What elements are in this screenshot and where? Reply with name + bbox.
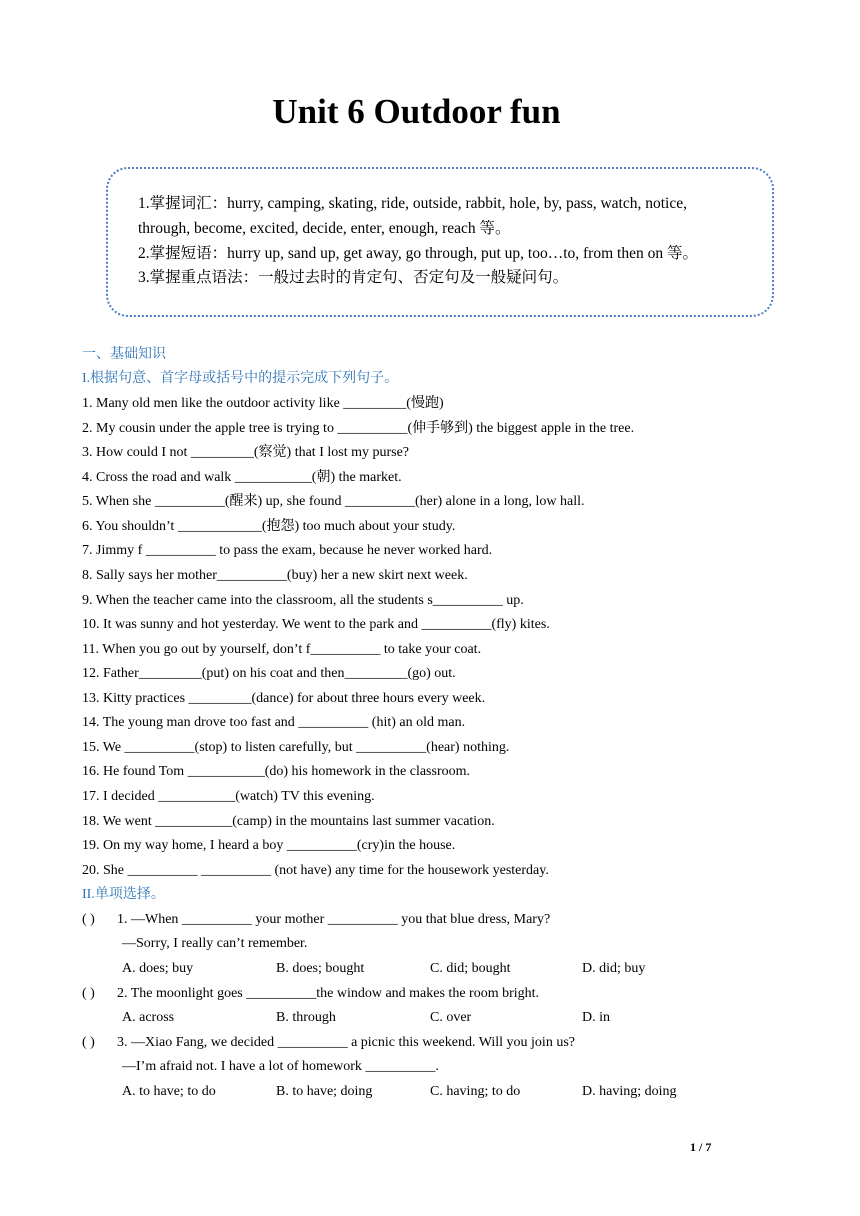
goal-line: 2.掌握短语：hurry up, sand up, get away, go through, put up, too…to, from then on 等。 bbox=[138, 245, 698, 262]
exercise-sentence: 3. How could I not _________(察觉) that I lost my purse? bbox=[82, 445, 410, 460]
exercise-sentence: 15. We __________(stop) to listen carefully, but __________(hear) nothing. bbox=[82, 740, 510, 755]
exercise-sentence: 1. Many old men like the outdoor activity like _________(慢跑) bbox=[82, 396, 444, 411]
exercise-sentence: 9. When the teacher came into the classroom, all the students s__________ up. bbox=[82, 593, 524, 608]
exercise-sentence: 2. My cousin under the apple tree is trying to __________(伸手够到) the biggest apple in the tree. bbox=[82, 421, 635, 436]
exercise-sentence: 11. When you go out by yourself, don’t f__________ to take your coat. bbox=[82, 642, 482, 657]
goal-line: through, become, excited, decide, enter, enough, reach 等。 bbox=[138, 220, 511, 237]
learning-goals-box bbox=[106, 167, 774, 317]
option-d: D. did; buy bbox=[582, 961, 646, 976]
option-a: A. across bbox=[122, 1010, 175, 1025]
exercise-sentence: 17. I decided ___________(watch) TV this evening. bbox=[82, 789, 375, 804]
goal-line: 1.掌握词汇：hurry, camping, skating, ride, outside, rabbit, hole, by, pass, watch, notice, bbox=[138, 195, 687, 212]
document-title: Unit 6 Outdoor fun bbox=[272, 92, 561, 131]
exercise-sentence: 6. You shouldn’t ____________(抱怨) too much about your study. bbox=[82, 519, 456, 534]
exercise-sentence: 16. He found Tom ___________(do) his homework in the classroom. bbox=[82, 764, 470, 779]
option-b: B. does; bought bbox=[276, 961, 365, 976]
part-heading: I.根据句意、首字母或括号中的提示完成下列句子。 bbox=[82, 371, 399, 386]
exercise-sentence: 5. When she __________(醒来) up, she found __________(her) alone in a long, low hall. bbox=[82, 494, 585, 509]
option-a: A. to have; to do bbox=[122, 1084, 216, 1099]
question-text: 1. —When __________ your mother __________ you that blue dress, Mary? bbox=[117, 912, 551, 927]
exercise-sentence: 7. Jimmy f __________ to pass the exam, because he never worked hard. bbox=[82, 543, 493, 558]
answer-bracket: ( ) bbox=[82, 1035, 95, 1050]
exercise-sentence: 13. Kitty practices _________(dance) for about three hours every week. bbox=[82, 691, 486, 706]
goal-line: 3.掌握重点语法：一般过去时的肯定句、否定句及一般疑问句。 bbox=[138, 269, 569, 286]
question-text: 3. —Xiao Fang, we decided __________ a picnic this weekend. Will you join us? bbox=[117, 1035, 575, 1050]
exercise-sentence: 19. On my way home, I heard a boy __________(cry)in the house. bbox=[82, 838, 456, 853]
option-d: D. in bbox=[582, 1010, 610, 1025]
exercise-sentence: 14. The young man drove too fast and __________ (hit) an old man. bbox=[82, 715, 466, 730]
answer-bracket: ( ) bbox=[82, 986, 95, 1001]
option-d: D. having; doing bbox=[582, 1084, 677, 1099]
exercise-sentence: 18. We went ___________(camp) in the mountains last summer vacation. bbox=[82, 814, 495, 829]
option-b: B. through bbox=[276, 1010, 336, 1025]
option-b: B. to have; doing bbox=[276, 1084, 373, 1099]
section-heading: 一、基础知识 bbox=[82, 347, 166, 362]
option-c: C. over bbox=[430, 1010, 472, 1025]
question-text: —I’m afraid not. I have a lot of homework __________. bbox=[122, 1059, 439, 1074]
exercise-sentence: 8. Sally says her mother__________(buy) her a new skirt next week. bbox=[82, 568, 468, 583]
answer-bracket: ( ) bbox=[82, 912, 95, 927]
exercise-sentence: 4. Cross the road and walk ___________(朝) the market. bbox=[82, 470, 402, 485]
exercise-sentence: 10. It was sunny and hot yesterday. We went to the park and __________(fly) kites. bbox=[82, 617, 550, 632]
exercise-sentence: 20. She __________ __________ (not have) any time for the housework yesterday. bbox=[82, 863, 549, 878]
option-c: C. did; bought bbox=[430, 961, 511, 976]
question-text: 2. The moonlight goes __________the window and makes the room bright. bbox=[117, 986, 540, 1001]
option-c: C. having; to do bbox=[430, 1084, 521, 1099]
option-a: A. does; buy bbox=[122, 961, 194, 976]
exercise-sentence: 12. Father_________(put) on his coat and then_________(go) out. bbox=[82, 666, 456, 681]
part-heading: II.单项选择。 bbox=[82, 887, 165, 902]
page-number: 1 / 7 bbox=[690, 1140, 712, 1154]
question-text: —Sorry, I really can’t remember. bbox=[122, 936, 308, 951]
